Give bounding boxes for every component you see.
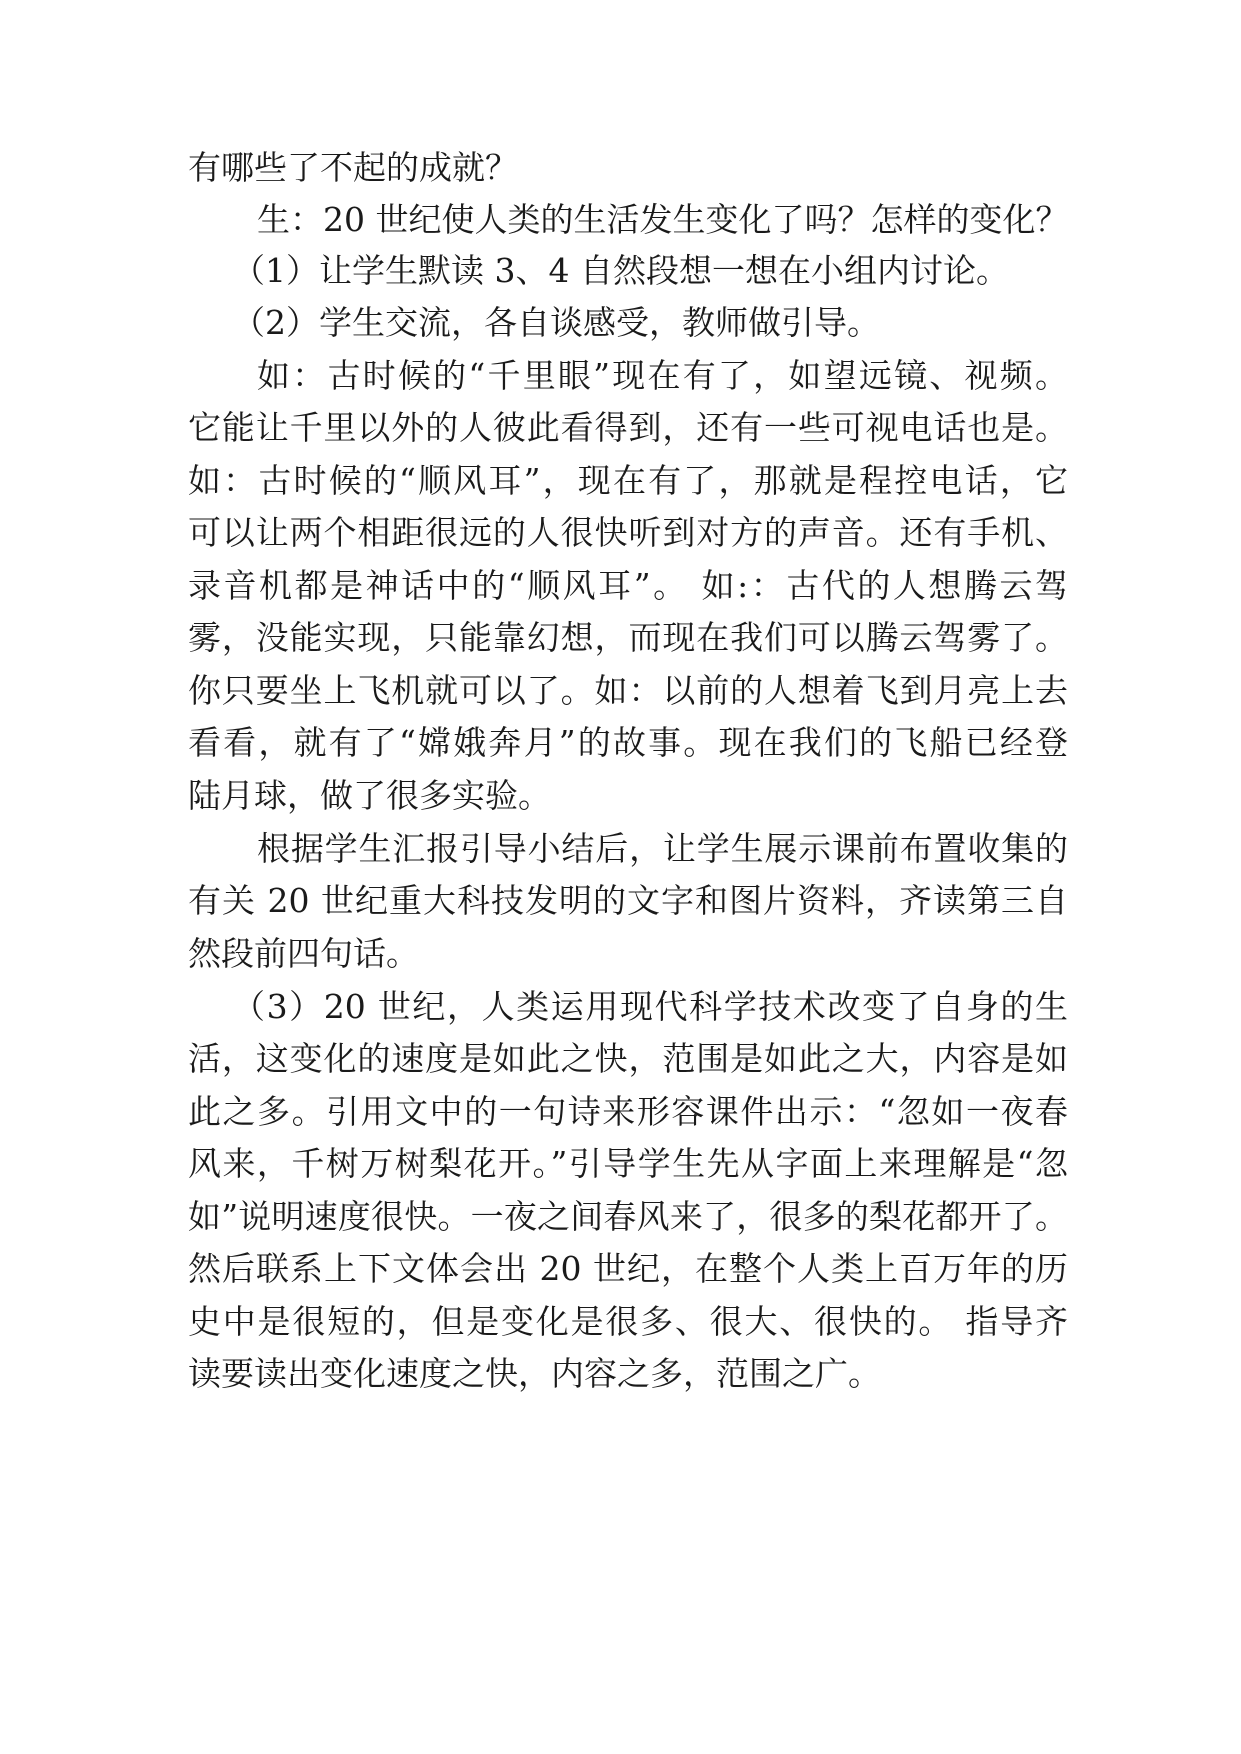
text-line: 你只要坐上飞机就可以了。如：以前的人想着飞到月亮上去 — [188, 671, 1068, 710]
text-line: 史中是很短的，但是变化是很多、很大、很快的。 指导齐 — [188, 1302, 1068, 1341]
text-line: 生：20 世纪使人类的生活发生变化了吗？怎样的变化？ — [257, 200, 1068, 239]
text-line: 然段前四句话。 — [188, 934, 419, 973]
text-line: （3）20 世纪，人类运用现代科学技术改变了自身的生 — [232, 987, 1068, 1026]
text-line: 陆月球，做了很多实验。 — [188, 776, 551, 815]
text-line: 有关 20 世纪重大科技发明的文字和图片资料，齐读第三自 — [188, 881, 1068, 920]
text-line: 活，这变化的速度是如此之快，范围是如此之大，内容是如 — [188, 1039, 1068, 1078]
text-line: 此之多。引用文中的一句诗来形容课件出示：“忽如一夜春 — [188, 1092, 1068, 1131]
text-line: （2）学生交流，各自谈感受，教师做引导。 — [232, 303, 880, 342]
text-line: 它能让千里以外的人彼此看得到，还有一些可视电话也是。 — [188, 408, 1068, 447]
text-line: （1）让学生默读 3、4 自然段想一想在小组内讨论。 — [232, 251, 1009, 290]
text-line: 看看，就有了“嫦娥奔月”的故事。现在我们的飞船已经登 — [188, 723, 1068, 762]
text-line: 如”说明速度很快。一夜之间春风来了，很多的梨花都开了。 — [188, 1197, 1068, 1236]
text-line: 如：古时候的“千里眼”现在有了，如望远镜、视频。 — [257, 356, 1068, 395]
text-line: 雾，没能实现，只能靠幻想，而现在我们可以腾云驾雾了。 — [188, 618, 1068, 657]
text-line: 如：古时候的“顺风耳”，现在有了，那就是程控电话，它 — [188, 461, 1068, 500]
text-line: 可以让两个相距很远的人很快听到对方的声音。还有手机、 — [188, 513, 1068, 552]
text-line: 然后联系上下文体会出 20 世纪，在整个人类上百万年的历 — [188, 1249, 1068, 1288]
text-line: 读要读出变化速度之快，内容之多，范围之广。 — [188, 1354, 881, 1393]
text-line: 录音机都是神话中的“顺风耳”。 如:：古代的人想腾云驾 — [188, 566, 1068, 605]
text-line: 风来，千树万树梨花开。”引导学生先从字面上来理解是“忽 — [188, 1144, 1068, 1183]
text-line: 根据学生汇报引导小结后，让学生展示课前布置收集的 — [257, 829, 1068, 868]
text-line: 有哪些了不起的成就？ — [188, 148, 518, 187]
